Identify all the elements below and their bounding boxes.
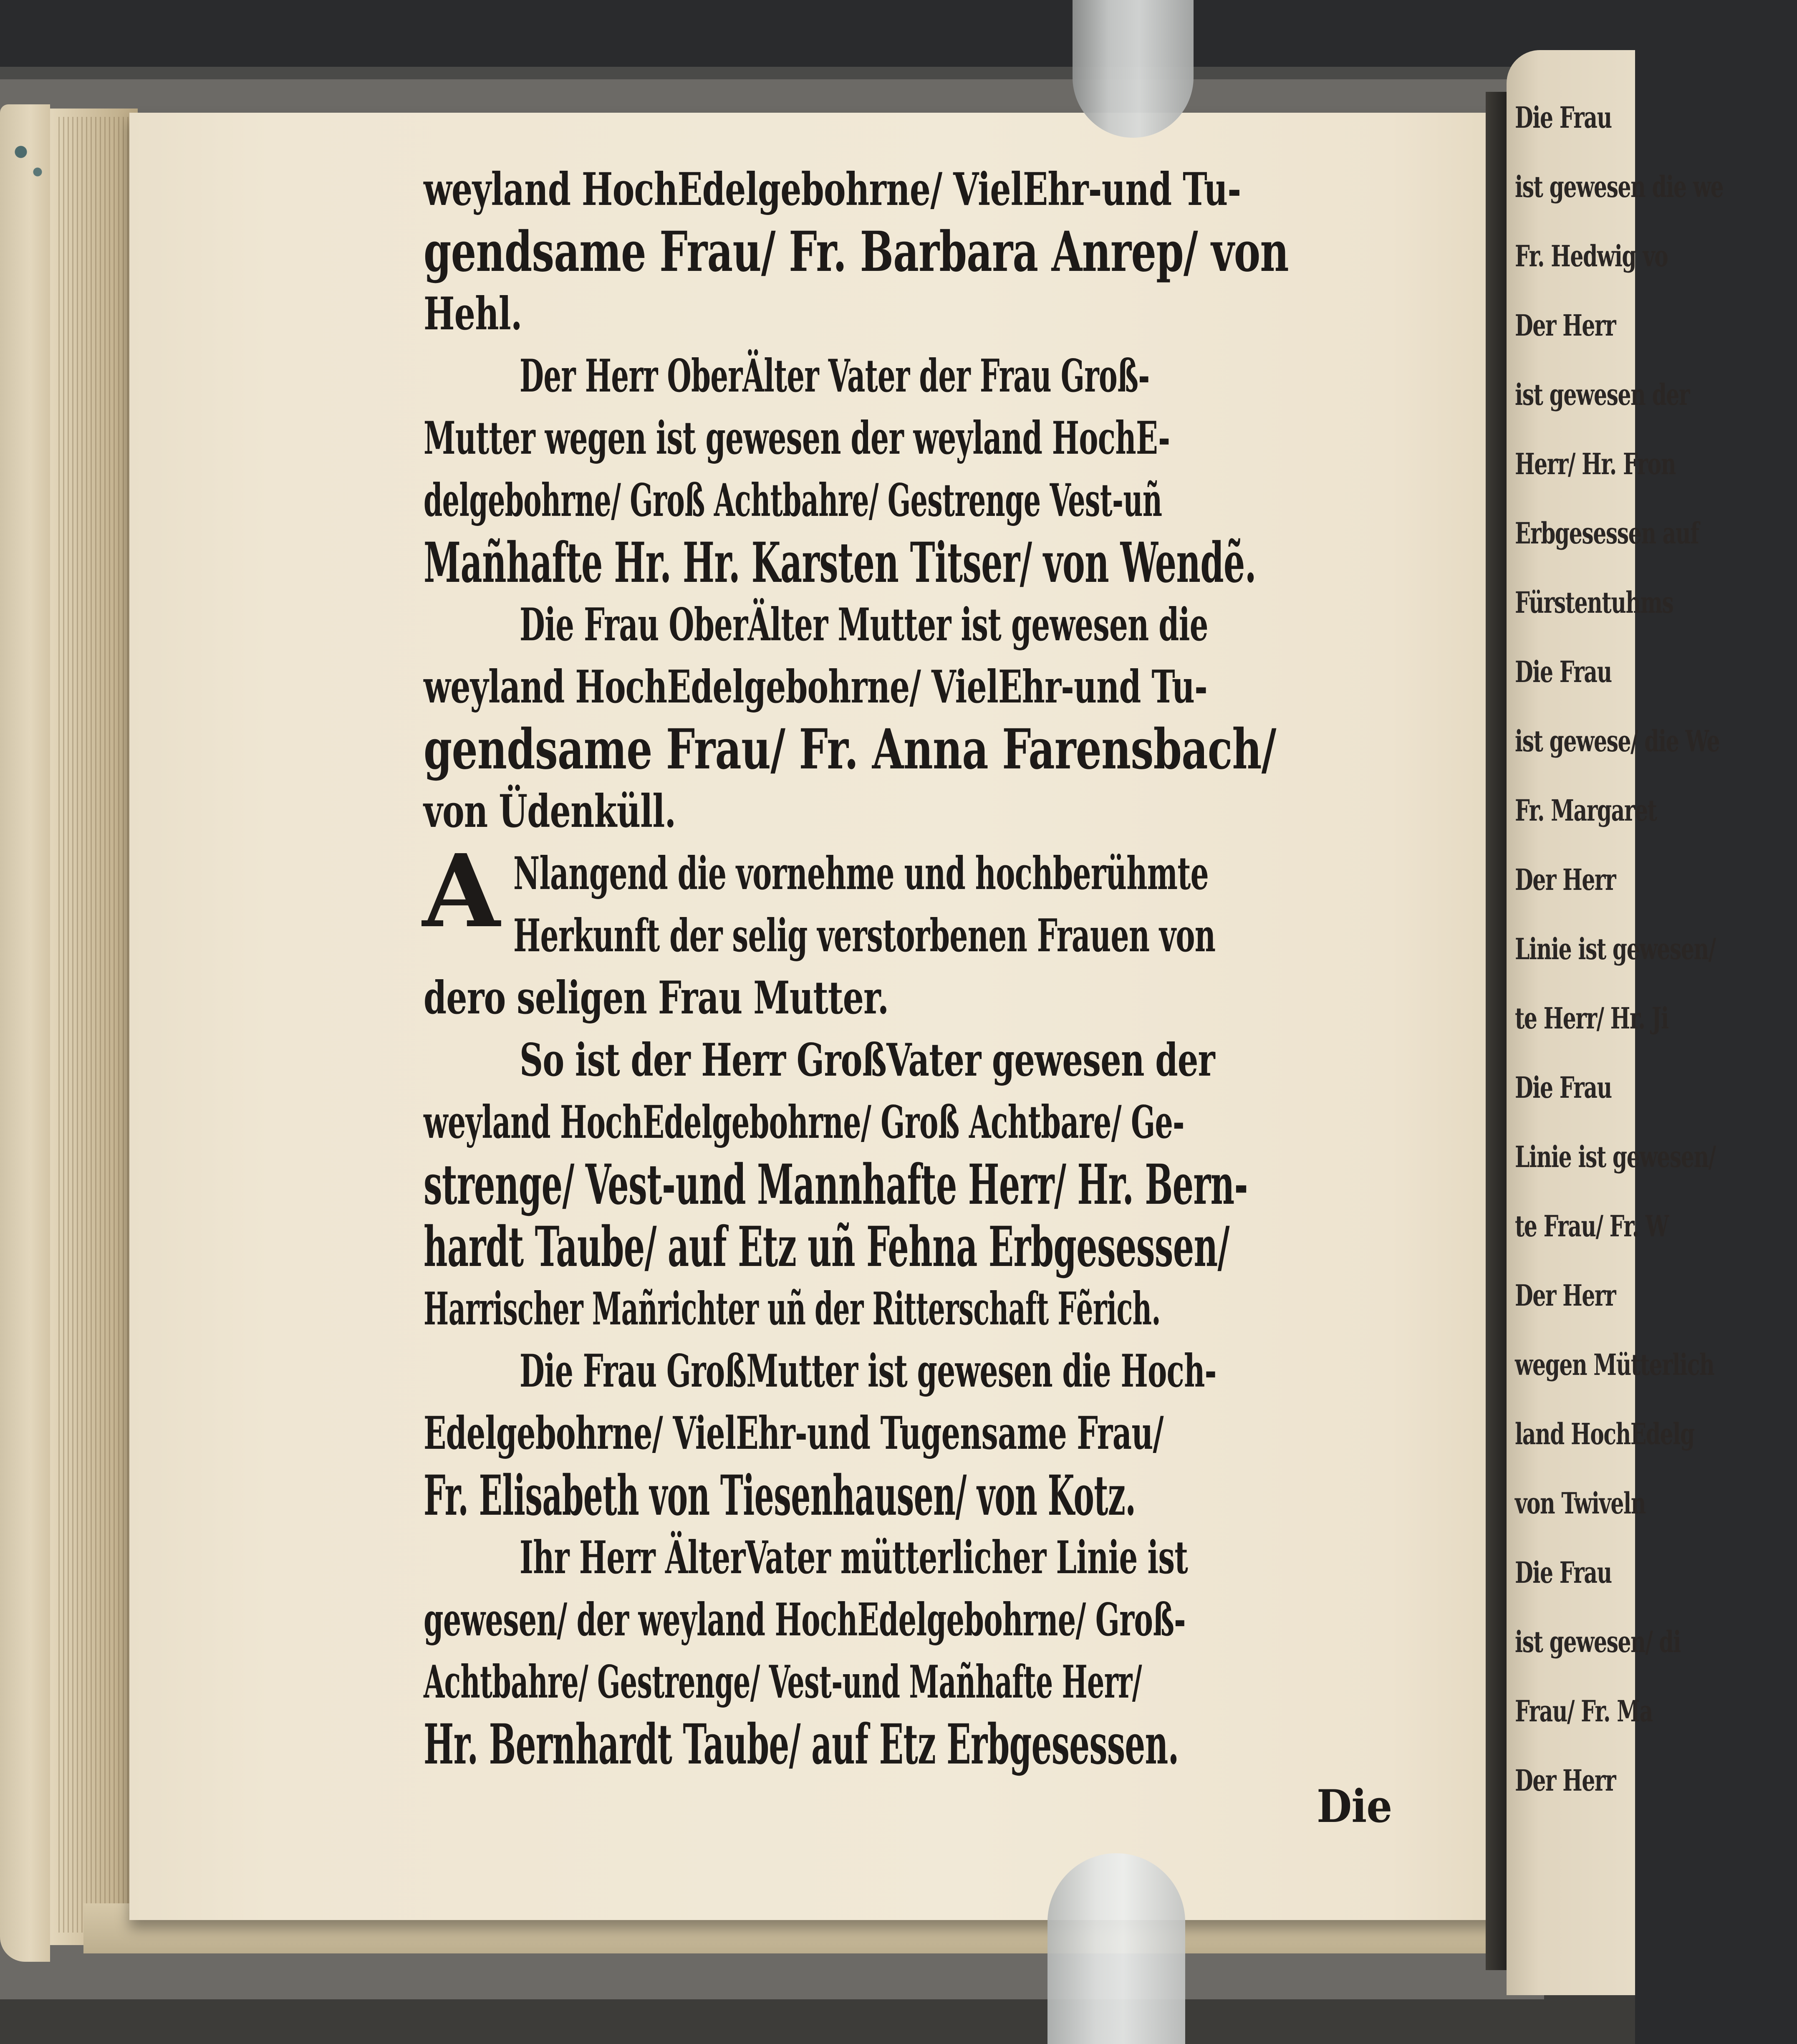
stain-spots — [8, 125, 50, 192]
text-line: delgebohrne/ Groß Achtbahre/ Gestrenge Vest-uñ — [424, 474, 1162, 527]
text-line: gendsame Frau/ Fr. Anna Farensbach/ — [424, 717, 1276, 782]
drop-initial: A — [422, 832, 500, 950]
text-line: Hehl. — [424, 288, 522, 340]
text-line: von Üdenküll. — [424, 785, 676, 838]
facing-page-line: Die Frau — [1515, 1555, 1612, 1590]
text-line: dero seligen Frau Mutter. — [424, 972, 889, 1024]
text-line: Herkunft der selig verstorbenen Frauen von — [513, 910, 1216, 962]
page-text — [424, 159, 1400, 1838]
facing-page-line: Linie ist gewesen/ — [1515, 1139, 1716, 1174]
facing-page-line: Der Herr — [1515, 308, 1616, 343]
facing-page-line: Erbgesessen auf — [1515, 516, 1699, 551]
facing-page-line: te Herr/ Hr. Ji — [1515, 1001, 1668, 1036]
facing-page-line: ist gewesen die we — [1515, 169, 1724, 204]
facing-page-line: te Frau/ Fr. W — [1515, 1209, 1668, 1243]
facing-page-line: Linie ist gewesen/ — [1515, 932, 1716, 966]
facing-page-line: Fürstentuhms — [1515, 585, 1673, 620]
facing-page-line: von Twiveln — [1515, 1486, 1646, 1521]
facing-page-line: Der Herr — [1515, 1278, 1616, 1313]
facing-page-line: ist gewesen/ di — [1515, 1625, 1681, 1659]
facing-page-line: Die Frau — [1515, 100, 1612, 135]
facing-page-line: Die Frau — [1515, 1070, 1612, 1105]
text-line: Achtbahre/ Gestrenge/ Vest-und Mañhafte Herr/ — [424, 1656, 1142, 1708]
text-line: Mañhafte Hr. Hr. Karsten Titser/ von Wendẽ. — [424, 531, 1257, 595]
text-line: Der Herr OberÄlter Vater der Frau Groß- — [520, 350, 1150, 402]
catchword: Die — [1316, 1780, 1392, 1833]
text-line: Harrischer Mañrichter uñ der Ritterschaft Fẽrich. — [424, 1283, 1161, 1335]
facing-page — [1507, 50, 1724, 1995]
text-line: hardt Taube/ auf Etz uñ Fehna Erbgesessen/ — [424, 1215, 1229, 1279]
text-line: Hr. Bernhardt Taube/ auf Etz Erbgesessen. — [424, 1712, 1179, 1777]
left-page-edge — [0, 104, 50, 1962]
page-clip-top — [1073, 0, 1194, 138]
text-line: Mutter wegen ist gewesen der weyland HochE- — [424, 412, 1170, 465]
text-line: Ihr Herr ÄlterVater mütterlicher Linie ist — [520, 1531, 1188, 1584]
text-line: Die Frau GroßMutter ist gewesen die Hoch- — [520, 1345, 1217, 1397]
text-line: weyland HochEdelgebohrne/ VielEhr-und Tu- — [424, 661, 1207, 713]
facing-page-line: land HochEdelg — [1515, 1417, 1694, 1451]
facing-page-line: Herr/ Hr. Fron — [1515, 447, 1676, 481]
facing-page-line: ist gewesen der — [1515, 377, 1690, 412]
text-line: So ist der Herr GroßVater gewesen der — [520, 1034, 1215, 1086]
facing-page-line: Die Frau — [1515, 654, 1612, 689]
text-line: gewesen/ der weyland HochEdelgebohrne/ Groß- — [424, 1594, 1186, 1646]
text-line: weyland HochEdelgebohrne/ VielEhr-und Tu- — [424, 163, 1241, 216]
text-line: Edelgebohrne/ VielEhr-und Tugensame Frau/ — [424, 1407, 1164, 1460]
text-line: gendsame Frau/ Fr. Barbara Anrep/ von — [424, 220, 1289, 284]
facing-page-line: Der Herr — [1515, 862, 1616, 897]
facing-page-line: Der Herr — [1515, 1763, 1616, 1798]
facing-page-line: ist gewese/ die We — [1515, 724, 1720, 758]
page-clip-bottom — [1047, 1853, 1185, 2044]
text-line: weyland HochEdelgebohrne/ Groß Achtbare/ Ge- — [424, 1096, 1184, 1149]
text-line: Nlangend die vornehme und hochberühmte — [513, 847, 1209, 900]
facing-page-line: Fr. Hedwig vo — [1515, 239, 1668, 273]
text-line: Die Frau OberÄlter Mutter ist gewesen die — [520, 599, 1208, 651]
text-line: Fr. Elisabeth von Tiesenhausen/ von Kotz. — [424, 1463, 1136, 1528]
page-edge-lines — [58, 117, 134, 1933]
facing-page-line: wegen Mütterlich — [1515, 1347, 1714, 1382]
text-line: strenge/ Vest-und Mannhafte Herr/ Hr. Bern- — [424, 1152, 1248, 1217]
facing-page-line: Fr. Margaret — [1515, 793, 1657, 828]
facing-page-line: Frau/ Fr. Ma — [1515, 1694, 1653, 1728]
